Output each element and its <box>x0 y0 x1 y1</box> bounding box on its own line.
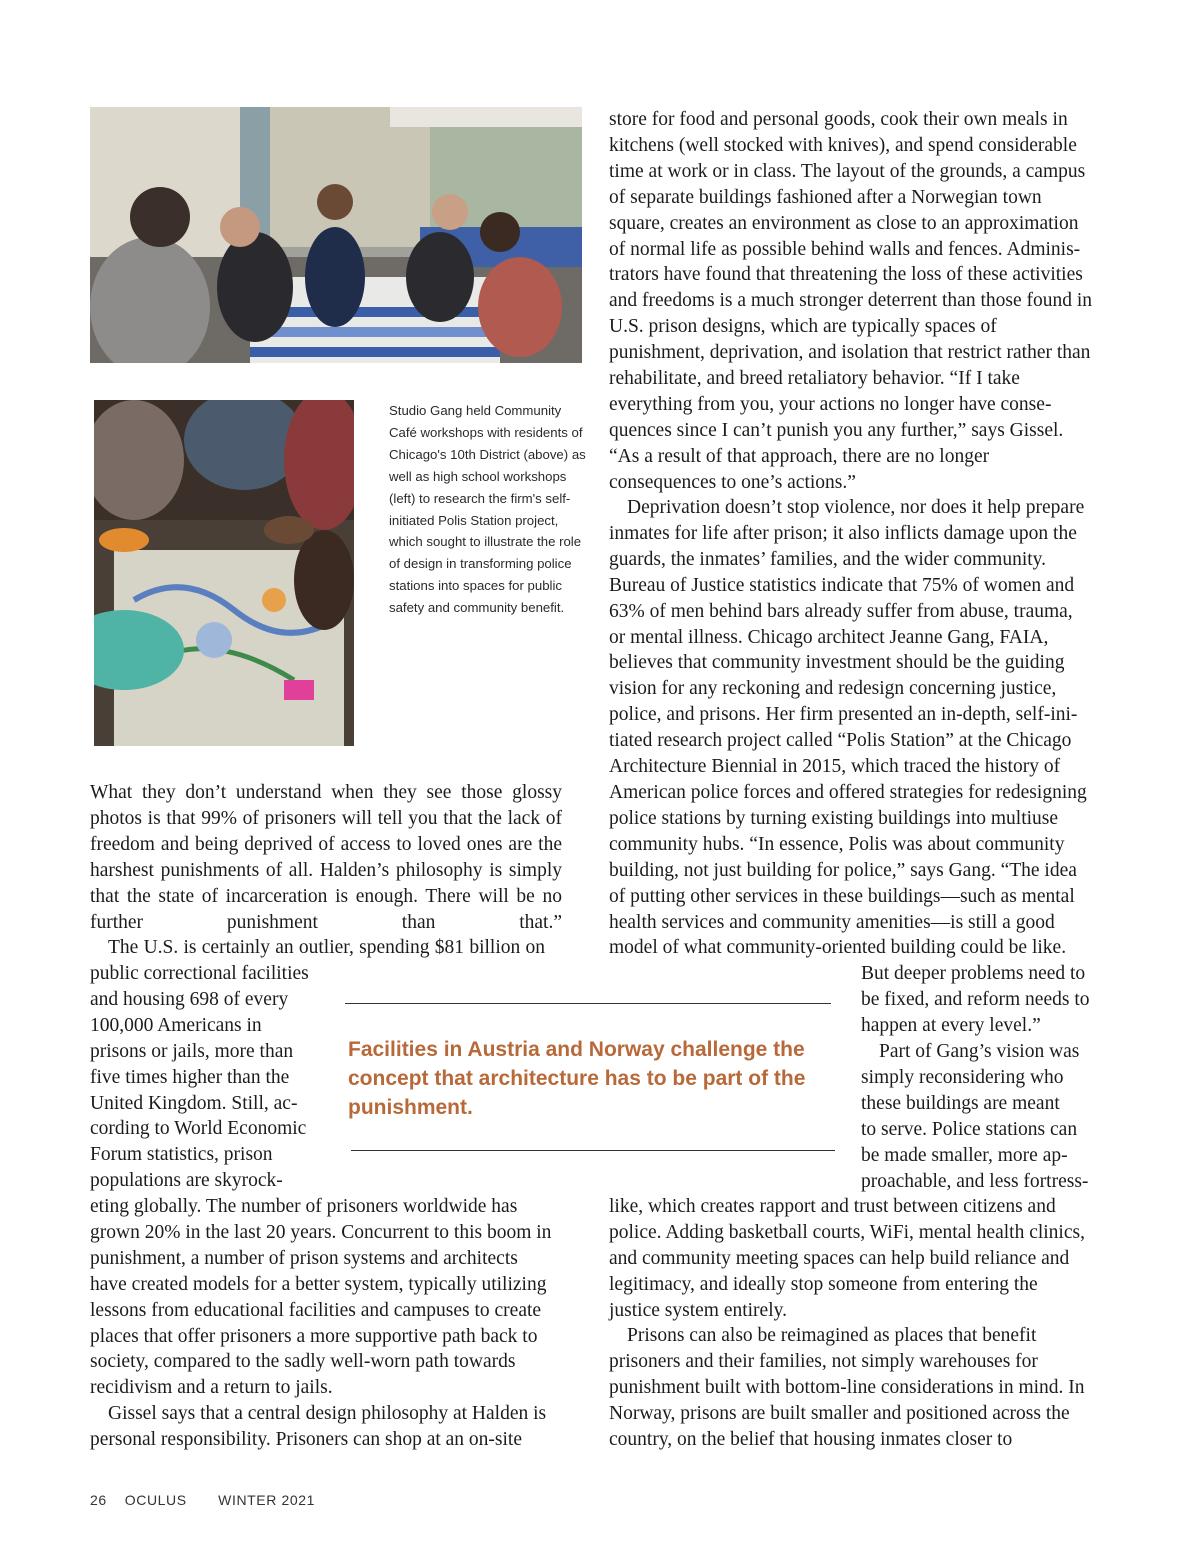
left-narrow-line: prisons or jails, more than <box>90 1040 294 1062</box>
left-narrow-line: Forum statistics, prison <box>90 1144 273 1166</box>
right-narrow-line: But deeper problems need to <box>861 963 1086 984</box>
right-paragraph-2: Deprivation doesn’t stop violence, nor does it help prepare inmates for life after prison; it also inflicts damage upon the guards, the inmates’ families, and the wider community. Bureau of Justice statistics indicate that 75% of women and 63% of men behind bars already suffer from abuse, trauma, or mental illness. Chicago architect Jeanne Gang, FAIA, believes that community investment should be the guiding vision for any reckoning and redesign concerning justice, police, and prisons. Her firm presented an in-depth, self-initiated research project called “Polis Station” at the Chicago Architecture Biennial in 2015, which traced the history of American police forces and offered strategies for redesigning police stations by turning existing buildings into multiuse community hubs. “In essence, Polis was about community building, not just building for police,” says Gang. “The idea of putting other services in these buildings—such as mental health services and community amenities—is still a good model of what community-oriented building could be like. <box>609 497 1087 959</box>
right-narrow-line: happen at every level.” <box>861 1014 1041 1036</box>
magazine-name: OCULUS <box>124 1492 187 1508</box>
right-narrow-line: be made smaller, more ap- <box>861 1144 1068 1166</box>
right-paragraph-2-narrow <box>861 961 1101 1039</box>
issue-date: WINTER 2021 <box>218 1492 315 1508</box>
right-narrow-line: Part of Gang’s vision was <box>879 1041 1080 1062</box>
right-paragraph-4: Prisons can also be reimagined as places that benefit prisoners and their families, not simply warehouses for punishment built with bottom-line considerations in mind. In Norway, prisons are built smaller and positioned across the country, on the belief that housing inmates closer to <box>609 1325 1085 1450</box>
page-footer <box>90 1492 315 1508</box>
right-paragraph-1: store for food and personal goods, cook their own meals in kitchens (well stocked with knives), and spend considerable time at work or in class. The layout of the grounds, a campus of separate buildings fashioned after a Norwegian town square, creates an environment as close to an approximation of normal life as possible behind walls and fences. Administrators have found that threatening the loss of these activities and freedoms is a much stronger deterrent than those found in U.S. prison designs, which are typically spaces of punishment, deprivation, and isolation that restrict rather than rehabilitate, and breed retaliatory behavior. “If I take everything from you, your actions no longer have consequences since I can’t punish you any further,” says Gissel. “As a result of that approach, there are no longer consequences to one’s actions.” <box>609 109 1093 493</box>
right-narrow-line: be fixed, and reform needs to <box>861 988 1090 1010</box>
pull-quote-bottom-rule <box>351 1150 835 1151</box>
photo-caption: Studio Gang held Community Café workshops with residents of Chicago's 10th District (above) as well as high school workshops (left) to research the firm's self-initiated Polis Station project, which sought to illustrate the role of design in transforming police stations into spaces for public safety and community benefit. <box>389 403 586 616</box>
pull-quote-top-rule <box>345 1003 831 1004</box>
right-narrow-line: simply reconsidering who <box>861 1066 1064 1088</box>
left-narrow-line: public correctional facilities <box>90 963 309 984</box>
photo-high-school-workshop <box>94 400 354 746</box>
left-paragraph-2-lead: The U.S. is certainly an outlier, spending $81 billion on <box>108 937 545 958</box>
left-narrow-line: United Kingdom. Still, ac- <box>90 1092 298 1114</box>
pull-quote: Facilities in Austria and Norway challenge the concept that architecture has to be part of the punishment. <box>348 1038 806 1119</box>
right-narrow-line: these buildings are meant <box>861 1092 1060 1114</box>
right-paragraph-3-narrow <box>861 1039 1101 1194</box>
photo-community-cafe-illustration <box>90 107 582 363</box>
photo-high-school-illustration <box>94 400 354 746</box>
photo-community-cafe-workshop <box>90 107 582 363</box>
right-narrow-line: proachable, and less fortress- <box>861 1170 1089 1192</box>
left-paragraph-2-narrow <box>90 961 330 1194</box>
right-narrow-line: to serve. Police stations can <box>861 1118 1078 1140</box>
left-narrow-line: populations are skyrock- <box>90 1170 283 1192</box>
left-narrow-line: five times higher than the <box>90 1066 290 1088</box>
left-narrow-line: cording to World Economic <box>90 1118 307 1140</box>
left-paragraph-2-rest: eting globally. The number of prisoners worldwide has grown 20% in the last 20 years. Concurrent to this boom in punishment, a number of prison systems and architects have created models for a better system, typically utilizing lessons from educational facilities and campuses to create places that offer prisoners a more supportive path back to society, compared to the sadly well-worn path towards recidivism and a return to jails. <box>90 1196 552 1399</box>
left-narrow-line: 100,000 Americans in <box>90 1014 262 1036</box>
page-number: 26 <box>90 1492 107 1508</box>
left-paragraph-3: Gissel says that a central design philosophy at Halden is personal responsibility. Prisoners can shop at an on-site <box>90 1403 547 1450</box>
left-paragraph-1: What they don’t understand when they see those glossy photos is that 99% of prisoners will tell you that the lack of freedom and being deprived of access to loved ones are the harshest punishments of all. Halden’s philosophy is simply that the state of incarceration is enough. There will be no further punishment than that.” <box>90 782 562 933</box>
right-paragraph-3-rest: like, which creates rapport and trust between citizens and police. Adding basketball courts, WiFi, mental health clinics, and community meeting spaces can help build reliance and legitimacy, and ideally stop someone from entering the justice system entirely. <box>609 1196 1085 1321</box>
left-narrow-line: and housing 698 of every <box>90 988 289 1010</box>
